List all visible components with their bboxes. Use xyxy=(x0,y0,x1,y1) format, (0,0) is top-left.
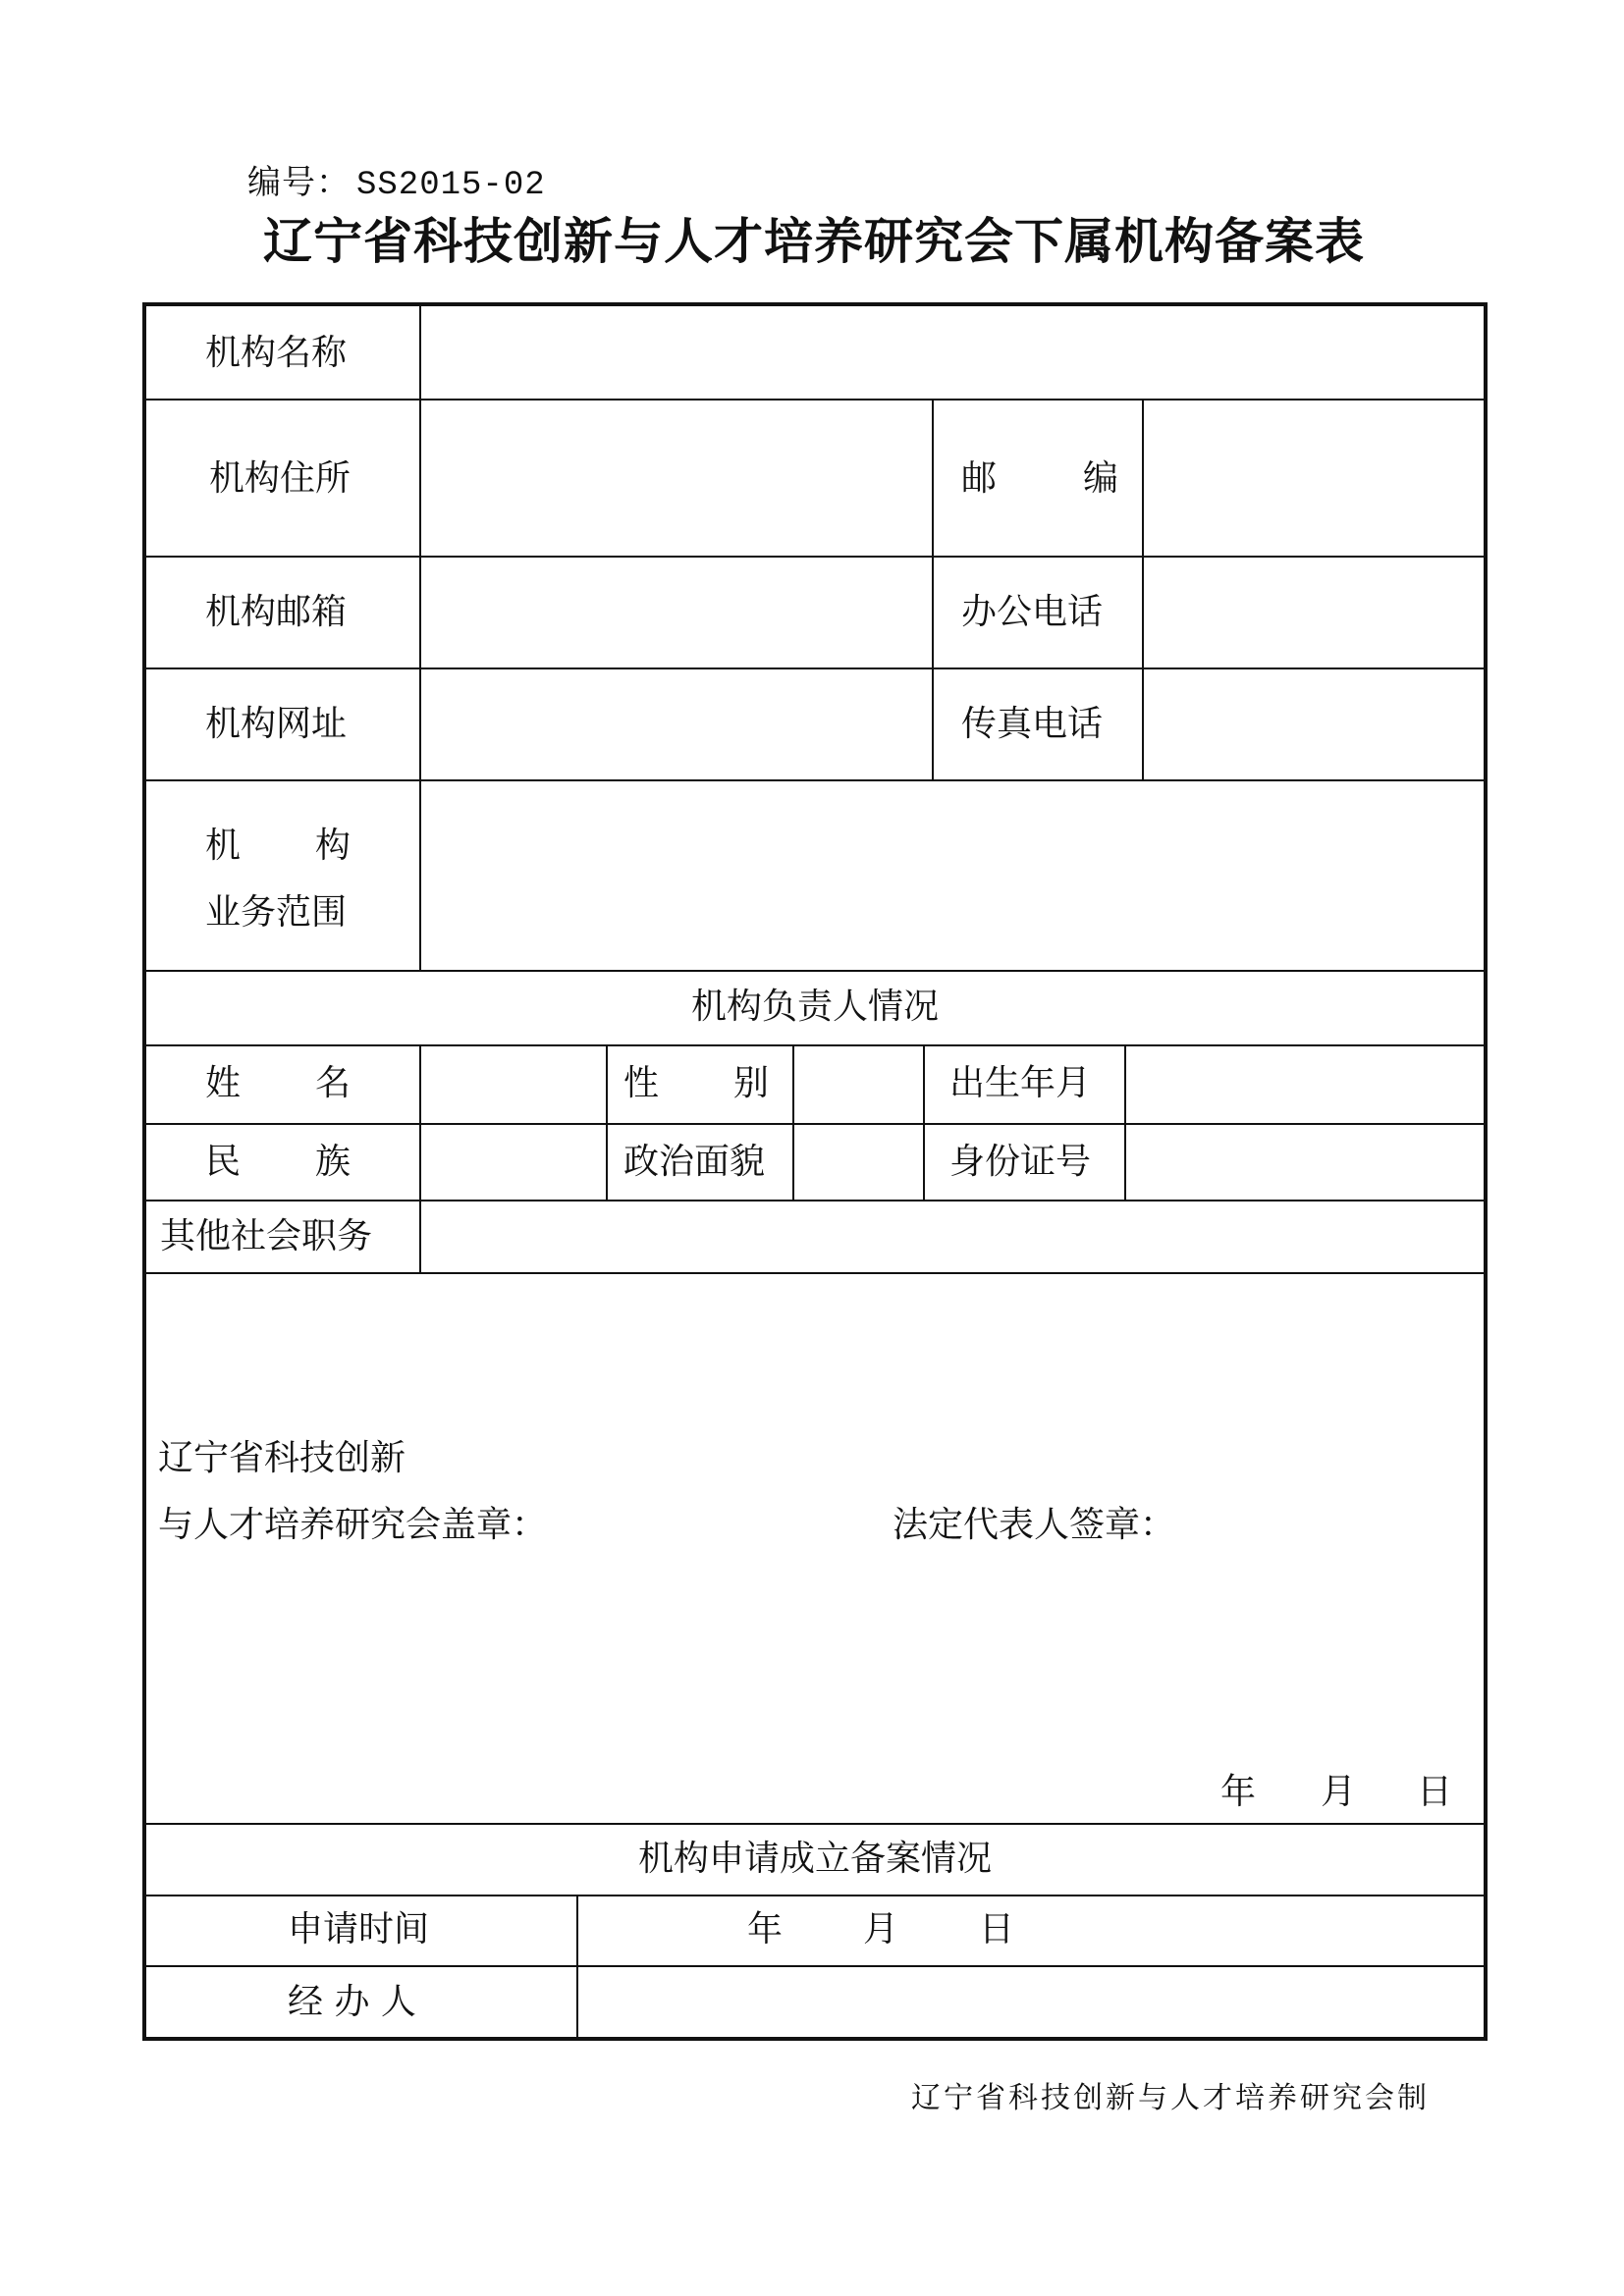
id-number-field[interactable] xyxy=(1126,1125,1484,1200)
ethnicity-label xyxy=(205,1142,351,1182)
business-scope-char2: 构 xyxy=(314,826,351,866)
handler-field[interactable] xyxy=(578,1967,1484,2037)
serial-label: 编号： xyxy=(247,163,351,202)
column-divider xyxy=(932,399,934,779)
birth-date-label: 出生年月 xyxy=(949,1063,1092,1103)
political-status-field[interactable] xyxy=(794,1125,923,1200)
leader-name-char1: 姓 xyxy=(205,1063,242,1103)
row-divider xyxy=(146,1823,1484,1825)
gender-label xyxy=(623,1063,769,1103)
postcode-field[interactable] xyxy=(1144,400,1484,556)
ethnicity-char2: 族 xyxy=(314,1142,351,1182)
political-status-label: 政治面貌 xyxy=(623,1142,766,1182)
gender-char2: 别 xyxy=(732,1063,769,1103)
postcode-label-char2: 编 xyxy=(1082,458,1118,499)
apply-date-day: 日 xyxy=(979,1909,1015,1949)
ethnicity-field[interactable] xyxy=(421,1125,606,1200)
org-name-field[interactable] xyxy=(421,306,1484,399)
row-divider xyxy=(146,970,1484,972)
org-website-field[interactable] xyxy=(421,669,932,779)
legal-representative-signature-label: 法定代表人签章： xyxy=(893,1505,1176,1545)
signature-area[interactable] xyxy=(146,1274,1484,1745)
filing-form-table xyxy=(142,302,1488,2041)
issuer-footer: 辽宁省科技创新与人才培养研究会制 xyxy=(911,2081,1430,2115)
fax-label: 传真电话 xyxy=(961,704,1104,744)
business-scope-label-line2: 业务范围 xyxy=(205,892,348,933)
id-number-label: 身份证号 xyxy=(949,1142,1092,1182)
handler-label: 经 办 人 xyxy=(288,1982,416,2022)
form-title: 辽宁省科技创新与人才培养研究会下属机构备案表 xyxy=(263,213,1365,270)
apply-date-month: 月 xyxy=(863,1909,899,1949)
apply-date-year: 年 xyxy=(747,1909,784,1949)
signature-date-day: 日 xyxy=(1417,1772,1453,1812)
column-divider xyxy=(923,1044,925,1200)
birth-date-field[interactable] xyxy=(1126,1046,1484,1123)
column-divider xyxy=(606,1044,608,1200)
signature-date-year: 年 xyxy=(1220,1772,1257,1812)
business-scope-label-line1 xyxy=(205,828,351,864)
gender-field[interactable] xyxy=(794,1046,923,1123)
org-address-label: 机构住所 xyxy=(209,458,352,499)
apply-time-label: 申请时间 xyxy=(288,1909,430,1949)
office-phone-field[interactable] xyxy=(1144,558,1484,667)
seal-label-line2: 与人才培养研究会盖章： xyxy=(158,1505,548,1545)
filing-section-title: 机构申请成立备案情况 xyxy=(637,1839,992,1879)
org-email-field[interactable] xyxy=(421,558,932,667)
serial-value: SS2015-02 xyxy=(356,167,546,204)
serial-number xyxy=(247,155,546,204)
postcode-label xyxy=(961,458,1118,499)
ethnicity-char1: 民 xyxy=(205,1142,242,1182)
apply-time-field[interactable] xyxy=(578,1896,1484,1965)
business-scope-field[interactable] xyxy=(421,781,1484,970)
org-email-label: 机构邮箱 xyxy=(205,592,348,632)
gender-char1: 性 xyxy=(623,1063,660,1103)
business-scope-char1: 机 xyxy=(205,826,242,866)
other-duties-field[interactable] xyxy=(421,1201,1484,1272)
org-address-field[interactable] xyxy=(421,400,932,556)
seal-label-line1: 辽宁省科技创新 xyxy=(158,1438,406,1478)
leader-name-field[interactable] xyxy=(421,1046,606,1123)
org-name-label: 机构名称 xyxy=(205,333,348,373)
postcode-label-char1: 邮 xyxy=(961,458,998,499)
leader-section-title: 机构负责人情况 xyxy=(690,987,939,1027)
office-phone-label: 办公电话 xyxy=(961,592,1104,632)
org-website-label: 机构网址 xyxy=(205,704,348,744)
signature-date-month: 月 xyxy=(1321,1772,1357,1812)
leader-name-label xyxy=(205,1063,351,1103)
fax-field[interactable] xyxy=(1144,669,1484,779)
other-duties-label: 其他社会职务 xyxy=(160,1216,373,1256)
leader-name-char2: 名 xyxy=(314,1063,351,1103)
